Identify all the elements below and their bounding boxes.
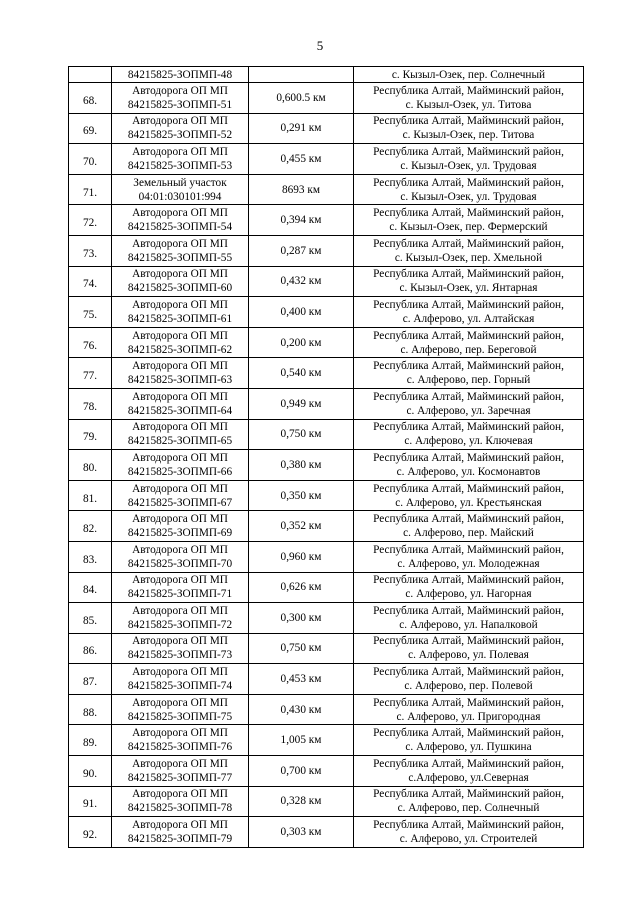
- row-number-cell: [69, 174, 112, 205]
- address-cell: [354, 235, 584, 266]
- object-name-line: Автодорога ОП МП: [132, 819, 228, 832]
- row-number: 90.: [82, 767, 98, 780]
- object-name-line: 84215825-ЗОПМП-69: [127, 527, 233, 540]
- table-row: [69, 786, 584, 817]
- length-cell: [249, 817, 354, 848]
- address-line: с. Алферово, ул. Алтайская: [402, 312, 535, 325]
- length-cell: [249, 205, 354, 236]
- row-number: 83.: [82, 553, 98, 566]
- row-number: 78.: [82, 400, 98, 413]
- table-row: [69, 113, 584, 144]
- table-row: [69, 450, 584, 481]
- table-row: [69, 144, 584, 175]
- row-number-cell: [69, 388, 112, 419]
- object-name-line: 84215825-ЗОПМП-48: [127, 68, 233, 81]
- address-cell: [354, 205, 584, 236]
- row-number-cell: [69, 786, 112, 817]
- address-cell: [354, 297, 584, 328]
- address-line: Республика Алтай, Майминский район,: [373, 268, 564, 281]
- address-line: Республика Алтай, Майминский район,: [373, 482, 564, 495]
- row-number-cell: [69, 297, 112, 328]
- object-name-cell: [112, 235, 249, 266]
- object-name-line: 84215825-ЗОПМП-78: [127, 802, 233, 815]
- object-name-line: Автодорога ОП МП: [132, 666, 228, 679]
- table-row: [69, 419, 584, 450]
- address-line: Республика Алтай, Майминский район,: [373, 176, 564, 189]
- object-name-line: 84215825-ЗОПМП-54: [127, 221, 233, 234]
- object-name-cell: [112, 67, 249, 83]
- address-line: с.Алферово, ул.Северная: [408, 771, 529, 784]
- object-name-cell: [112, 756, 249, 787]
- object-name-line: Автодорога ОП МП: [132, 84, 228, 97]
- address-line: с. Кызыл-Озек, ул. Титова: [405, 98, 532, 111]
- address-line: с. Кызыл-Озек, пер. Фермерский: [389, 221, 548, 234]
- object-name-cell: [112, 603, 249, 634]
- address-cell: [354, 480, 584, 511]
- length-cell: [249, 603, 354, 634]
- length-cell: [249, 725, 354, 756]
- address-cell: [354, 633, 584, 664]
- table-row: [69, 83, 584, 114]
- object-name-cell: [112, 388, 249, 419]
- row-number: 69.: [82, 125, 98, 138]
- row-number-cell: [69, 205, 112, 236]
- object-name-line: Автодорога ОП МП: [132, 513, 228, 526]
- object-name-line: Автодорога ОП МП: [132, 360, 228, 373]
- table-row: [69, 633, 584, 664]
- length-cell: [249, 297, 354, 328]
- table-row: [69, 664, 584, 695]
- object-length: 0,350 км: [280, 489, 322, 502]
- address-line: Республика Алтай, Майминский район,: [373, 666, 564, 679]
- address-line: с. Кызыл-Озек, ул. Трудовая: [400, 190, 537, 203]
- row-number-cell: [69, 603, 112, 634]
- object-name-cell: [112, 297, 249, 328]
- length-cell: [249, 572, 354, 603]
- object-length: 0,430 км: [280, 703, 322, 716]
- object-name-line: Автодорога ОП МП: [132, 237, 228, 250]
- address-line: Республика Алтай, Майминский район,: [373, 421, 564, 434]
- address-line: Республика Алтай, Майминский район,: [373, 360, 564, 373]
- object-name-cell: [112, 327, 249, 358]
- object-length: 0,750 км: [280, 642, 322, 655]
- row-number-cell: [69, 541, 112, 572]
- object-name-cell: [112, 664, 249, 695]
- object-name-line: Автодорога ОП МП: [132, 298, 228, 311]
- object-length: 0,700 км: [280, 764, 322, 777]
- object-name-cell: [112, 266, 249, 297]
- object-name-cell: [112, 144, 249, 175]
- object-name-cell: [112, 694, 249, 725]
- address-line: с. Алферово, ул. Молодежная: [397, 557, 540, 570]
- object-length: 0,400 км: [280, 305, 322, 318]
- address-cell: [354, 83, 584, 114]
- address-line: с. Кызыл-Озек, пер. Титова: [402, 129, 535, 142]
- table-row: [69, 725, 584, 756]
- address-cell: [354, 664, 584, 695]
- row-number-cell: [69, 817, 112, 848]
- address-cell: [354, 511, 584, 542]
- object-length: 0,380 км: [280, 458, 322, 471]
- address-line: с. Алферово, ул. Пригородная: [396, 710, 541, 723]
- address-line: Республика Алтай, Майминский район,: [373, 788, 564, 801]
- object-name-line: 84215825-ЗОПМП-64: [127, 404, 233, 417]
- row-number-cell: [69, 694, 112, 725]
- row-number-cell: [69, 358, 112, 389]
- address-line: Республика Алтай, Майминский район,: [373, 635, 564, 648]
- object-length: 0,328 км: [280, 795, 322, 808]
- table-row: [69, 603, 584, 634]
- row-number: 80.: [82, 461, 98, 474]
- object-name-line: Автодорога ОП МП: [132, 696, 228, 709]
- address-cell: [354, 603, 584, 634]
- object-name-cell: [112, 541, 249, 572]
- object-name-line: 84215825-ЗОПМП-75: [127, 710, 233, 723]
- length-cell: [249, 511, 354, 542]
- object-name-cell: [112, 633, 249, 664]
- object-name-line: 84215825-ЗОПМП-61: [127, 312, 233, 325]
- object-name-line: Автодорога ОП МП: [132, 482, 228, 495]
- length-cell: [249, 174, 354, 205]
- address-cell: [354, 817, 584, 848]
- object-name-line: 84215825-ЗОПМП-67: [127, 496, 233, 509]
- row-number-cell: [69, 450, 112, 481]
- object-name-cell: [112, 174, 249, 205]
- object-name-line: Автодорога ОП МП: [132, 574, 228, 587]
- length-cell: [249, 388, 354, 419]
- row-number-cell: [69, 266, 112, 297]
- row-number: 73.: [82, 247, 98, 260]
- row-number-cell: [69, 67, 112, 83]
- address-line: с. Кызыл-Озек, пер. Хмельной: [394, 251, 543, 264]
- row-number: 70.: [82, 155, 98, 168]
- row-number: 81.: [82, 492, 98, 505]
- row-number: 71.: [82, 186, 98, 199]
- table-row: [69, 572, 584, 603]
- address-line: Республика Алтай, Майминский район,: [373, 819, 564, 832]
- object-name-cell: [112, 419, 249, 450]
- object-length: 0,960 км: [280, 550, 322, 563]
- length-cell: [249, 144, 354, 175]
- row-number-cell: [69, 756, 112, 787]
- address-cell: [354, 725, 584, 756]
- row-number: 86.: [82, 645, 98, 658]
- length-cell: [249, 113, 354, 144]
- row-number: 79.: [82, 431, 98, 444]
- object-length: 1,005 км: [280, 734, 322, 747]
- address-line: Республика Алтай, Майминский район,: [373, 604, 564, 617]
- address-line: Республика Алтай, Майминский район,: [373, 207, 564, 220]
- address-line: Республика Алтай, Майминский район,: [373, 727, 564, 740]
- object-length: 0,287 км: [280, 244, 322, 257]
- row-number: 91.: [82, 798, 98, 811]
- row-number: 92.: [82, 829, 98, 842]
- object-name-line: 84215825-ЗОПМП-66: [127, 465, 233, 478]
- object-length: 0,303 км: [280, 826, 322, 839]
- address-line: с. Алферово, ул. Пушкина: [405, 741, 532, 754]
- property-registry-table: [68, 66, 584, 848]
- address-cell: [354, 144, 584, 175]
- row-number-cell: [69, 327, 112, 358]
- address-line: Республика Алтай, Майминский район,: [373, 237, 564, 250]
- object-length: 0,750 км: [280, 428, 322, 441]
- row-number-cell: [69, 511, 112, 542]
- address-line: Республика Алтай, Майминский район,: [373, 513, 564, 526]
- object-name-line: 84215825-ЗОПМП-53: [127, 159, 233, 172]
- object-name-line: 84215825-ЗОПМП-60: [127, 282, 233, 295]
- row-number: 82.: [82, 523, 98, 536]
- object-name-cell: [112, 725, 249, 756]
- length-cell: [249, 664, 354, 695]
- object-name-cell: [112, 113, 249, 144]
- object-length: 0,200 км: [280, 336, 322, 349]
- address-line: с. Алферово, ул. Крестьянская: [395, 496, 542, 509]
- row-number: 72.: [82, 217, 98, 230]
- address-line: с. Алферово, ул. Заречная: [406, 404, 531, 417]
- object-name-line: 84215825-ЗОПМП-52: [127, 129, 233, 142]
- address-line: с. Кызыл-Озек, ул. Трудовая: [400, 159, 537, 172]
- address-cell: [354, 266, 584, 297]
- row-number: 88.: [82, 706, 98, 719]
- address-line: с. Алферово, ул. Космонавтов: [396, 465, 541, 478]
- address-cell: [354, 694, 584, 725]
- address-line: с. Алферово, пер. Майский: [403, 527, 534, 540]
- address-cell: [354, 541, 584, 572]
- object-name-line: Автодорога ОП МП: [132, 788, 228, 801]
- object-name-line: Автодорога ОП МП: [132, 115, 228, 128]
- object-length: 0,291 км: [280, 122, 322, 135]
- length-cell: [249, 756, 354, 787]
- object-name-line: 84215825-ЗОПМП-55: [127, 251, 233, 264]
- length-cell: [249, 83, 354, 114]
- table-row: [69, 174, 584, 205]
- object-length: 0,455 км: [280, 152, 322, 165]
- row-number: 76.: [82, 339, 98, 352]
- object-length: 0,352 км: [280, 520, 322, 533]
- address-line: с. Алферово, ул. Нагорная: [405, 588, 532, 601]
- object-name-line: 84215825-ЗОПМП-74: [127, 680, 233, 693]
- object-length: 0,600.5 км: [276, 91, 326, 104]
- length-cell: [249, 327, 354, 358]
- address-cell: [354, 327, 584, 358]
- object-name-cell: [112, 480, 249, 511]
- address-line: Республика Алтай, Майминский район,: [373, 451, 564, 464]
- row-number-cell: [69, 633, 112, 664]
- length-cell: [249, 633, 354, 664]
- object-name-line: Автодорога ОП МП: [132, 543, 228, 556]
- row-number: 74.: [82, 278, 98, 291]
- object-name-line: 84215825-ЗОПМП-70: [127, 557, 233, 570]
- address-line: Республика Алтай, Майминский район,: [373, 696, 564, 709]
- length-cell: [249, 480, 354, 511]
- address-line: Республика Алтай, Майминский район,: [373, 757, 564, 770]
- table-row: [69, 511, 584, 542]
- object-name-line: Автодорога ОП МП: [132, 604, 228, 617]
- row-number-cell: [69, 144, 112, 175]
- length-cell: [249, 694, 354, 725]
- address-line: с. Алферово, ул. Ключевая: [404, 435, 533, 448]
- object-name-cell: [112, 817, 249, 848]
- object-name-line: Автодорога ОП МП: [132, 145, 228, 158]
- address-line: Республика Алтай, Майминский район,: [373, 574, 564, 587]
- object-name-cell: [112, 572, 249, 603]
- length-cell: [249, 266, 354, 297]
- length-cell: [249, 419, 354, 450]
- address-cell: [354, 786, 584, 817]
- address-line: с. Кызыл-Озек, ул. Янтарная: [399, 282, 538, 295]
- object-name-line: Автодорога ОП МП: [132, 635, 228, 648]
- address-line: Республика Алтай, Майминский район,: [373, 298, 564, 311]
- object-length: 0,540 км: [280, 367, 322, 380]
- object-length: 0,394 км: [280, 214, 322, 227]
- object-name-cell: [112, 450, 249, 481]
- row-number: 68.: [82, 94, 98, 107]
- address-cell: [354, 756, 584, 787]
- object-name-cell: [112, 786, 249, 817]
- table-row: [69, 266, 584, 297]
- row-number-cell: [69, 572, 112, 603]
- object-name-line: 84215825-ЗОПМП-62: [127, 343, 233, 356]
- address-line: Республика Алтай, Майминский район,: [373, 543, 564, 556]
- table-row: [69, 67, 584, 83]
- row-number: 87.: [82, 676, 98, 689]
- length-cell: [249, 450, 354, 481]
- object-name-line: 84215825-ЗОПМП-63: [127, 374, 233, 387]
- row-number-cell: [69, 235, 112, 266]
- row-number-cell: [69, 83, 112, 114]
- object-name-line: 84215825-ЗОПМП-65: [127, 435, 233, 448]
- table-row: [69, 388, 584, 419]
- object-name-line: Автодорога ОП МП: [132, 329, 228, 342]
- address-cell: [354, 450, 584, 481]
- object-name-line: Автодорога ОП МП: [132, 727, 228, 740]
- address-line: Республика Алтай, Майминский район,: [373, 390, 564, 403]
- row-number-cell: [69, 480, 112, 511]
- table-row: [69, 817, 584, 848]
- row-number: 77.: [82, 370, 98, 383]
- object-name-line: 84215825-ЗОПМП-71: [127, 588, 233, 601]
- row-number: 75.: [82, 308, 98, 321]
- address-line: с. Алферово, ул. Строителей: [399, 833, 538, 846]
- object-length: 8693 км: [281, 183, 321, 196]
- address-line: с. Алферово, пер. Горный: [406, 374, 531, 387]
- length-cell: [249, 67, 354, 83]
- row-number: 84.: [82, 584, 98, 597]
- address-line: с. Алферово, ул. Напалковой: [399, 618, 538, 631]
- object-name-line: 84215825-ЗОПМП-79: [127, 833, 233, 846]
- object-name-cell: [112, 83, 249, 114]
- address-cell: [354, 113, 584, 144]
- object-name-line: 04:01:030101:994: [138, 190, 222, 203]
- length-cell: [249, 235, 354, 266]
- object-name-line: 84215825-ЗОПМП-51: [127, 98, 233, 111]
- address-line: Республика Алтай, Майминский район,: [373, 145, 564, 158]
- object-name-cell: [112, 205, 249, 236]
- address-line: Республика Алтай, Майминский район,: [373, 329, 564, 342]
- address-line: с. Кызыл-Озек, пер. Солнечный: [391, 68, 546, 81]
- registry-table-body: [69, 67, 584, 848]
- object-length: 0,949 км: [280, 397, 322, 410]
- row-number-cell: [69, 113, 112, 144]
- object-name-line: 84215825-ЗОПМП-72: [127, 618, 233, 631]
- address-cell: [354, 174, 584, 205]
- row-number-cell: [69, 419, 112, 450]
- object-name-line: Автодорога ОП МП: [132, 268, 228, 281]
- table-row: [69, 327, 584, 358]
- object-name-line: Автодорога ОП МП: [132, 451, 228, 464]
- object-name-cell: [112, 511, 249, 542]
- object-name-line: Автодорога ОП МП: [132, 757, 228, 770]
- object-length: 0,453 км: [280, 673, 322, 686]
- table-row: [69, 358, 584, 389]
- address-line: Республика Алтай, Майминский район,: [373, 115, 564, 128]
- object-name-line: 84215825-ЗОПМП-77: [127, 771, 233, 784]
- address-line: с. Алферово, пер. Солнечный: [397, 802, 540, 815]
- row-number: 89.: [82, 737, 98, 750]
- address-line: с. Алферово, пер. Полевой: [404, 680, 533, 693]
- object-name-cell: [112, 358, 249, 389]
- object-name-line: Земельный участок: [133, 176, 227, 189]
- address-cell: [354, 388, 584, 419]
- table-row: [69, 756, 584, 787]
- page-number: 5: [316, 38, 324, 53]
- table-row: [69, 205, 584, 236]
- length-cell: [249, 786, 354, 817]
- table-row: [69, 694, 584, 725]
- object-name-line: Автодорога ОП МП: [132, 421, 228, 434]
- address-line: с. Алферово, ул. Полевая: [408, 649, 529, 662]
- address-cell: [354, 358, 584, 389]
- address-line: с. Алферово, пер. Береговой: [400, 343, 537, 356]
- address-cell: [354, 419, 584, 450]
- object-name-line: 84215825-ЗОПМП-76: [127, 741, 233, 754]
- object-length: 0,432 км: [280, 275, 322, 288]
- table-row: [69, 480, 584, 511]
- row-number-cell: [69, 664, 112, 695]
- table-row: [69, 541, 584, 572]
- length-cell: [249, 541, 354, 572]
- object-length: 0,626 км: [280, 581, 322, 594]
- address-cell: [354, 67, 584, 83]
- length-cell: [249, 358, 354, 389]
- address-cell: [354, 572, 584, 603]
- address-line: Республика Алтай, Майминский район,: [373, 84, 564, 97]
- object-name-line: Автодорога ОП МП: [132, 390, 228, 403]
- row-number-cell: [69, 725, 112, 756]
- table-row: [69, 235, 584, 266]
- table-row: [69, 297, 584, 328]
- object-name-line: 84215825-ЗОПМП-73: [127, 649, 233, 662]
- object-length: 0,300 км: [280, 611, 322, 624]
- object-name-line: Автодорога ОП МП: [132, 207, 228, 220]
- row-number: 85.: [82, 614, 98, 627]
